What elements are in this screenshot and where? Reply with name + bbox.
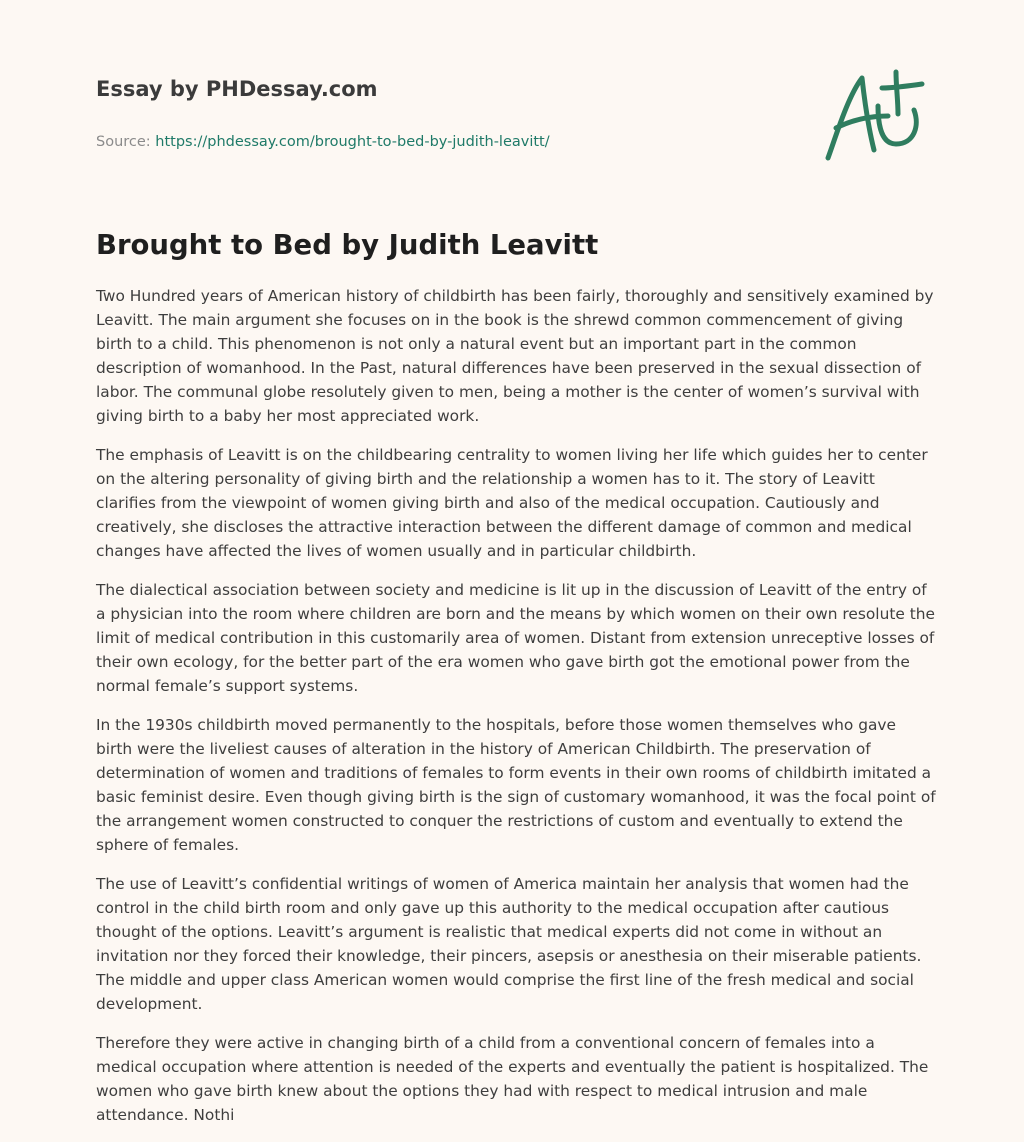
- article-paragraph: Therefore they were active in changing birth of a child from a conventional concern of females into a medical occupation where attention is needed of the experts and eventually the patient is hospitalized. The women who gave birth knew about the options they had with respect to medical intrusion and male attendance. Nothi: [96, 1034, 929, 1124]
- article-title: Brought to Bed by Judith Leavitt: [96, 229, 599, 261]
- article-body: [96, 284, 936, 1142]
- article-paragraph: The dialectical association between society and medicine is lit up in the discussion of Leavitt of the entry of a physician into the room where children are born and the means by which women on their own resolute the limit of medical contribution in this customarily area of women. Distant from extension unreceptive losses of their own ecology, for the better part of the era women who gave birth got the emotional power from the normal female’s support systems.: [96, 581, 935, 695]
- article-paragraph: In the 1930s childbirth moved permanently to the hospitals, before those women themselves who gave birth were the liveliest causes of alteration in the history of American Childbirth. The preservation of determination of women and traditions of females to form events in their own rooms of childbirth imitated a basic feminist desire. Even though giving birth is the sign of customary womanhood, it was the focal point of the arrangement women constructed to conquer the restrictions of custom and eventually to extend the sphere of females.: [96, 716, 936, 854]
- article-paragraph: Two Hundred years of American history of childbirth has been fairly, thoroughly and sensitively examined by Leavitt. The main argument she focuses on in the book is the shrewd common commencement of giving birth to a child. This phenomenon is not only a natural event but an important part in the common description of womanhood. In the Past, natural differences have been preserved in the sexual dissection of labor. The communal globe resolutely given to men, being a mother is the center of women’s survival with giving birth to a baby her most appreciated work.: [96, 287, 934, 425]
- source-link[interactable]: https://phdessay.com/brought-to-bed-by-judith-leavitt/: [155, 134, 550, 150]
- site-brand: Essay by PHDessay.com: [96, 77, 378, 101]
- article-paragraph: The use of Leavitt’s confidential writings of women of America maintain her analysis that women had the control in the child birth room and only gave up this authority to the medical occupation after cautious thought of the options. Leavitt’s argument is realistic that medical experts did not come in without an invitation nor they forced their knowledge, their pincers, asepsis or anesthesia on their miserable patients. The middle and upper class American women would comprise the first line of the fresh medical and social development.: [96, 875, 922, 1013]
- article-paragraph: The emphasis of Leavitt is on the childbearing centrality to women living her life which guides her to center on the altering personality of giving birth and the relationship a women has to it. The story of Leavitt clarifies from the viewpoint of women giving birth and also of the medical occupation. Cautiously and creatively, she discloses the attractive interaction between the different damage of common and medical changes have affected the lives of women usually and in particular childbirth.: [96, 446, 928, 560]
- source-line: [96, 132, 656, 152]
- page-header: [96, 74, 656, 152]
- a-plus-logo-icon: [818, 66, 930, 166]
- source-label: Source:: [96, 134, 156, 150]
